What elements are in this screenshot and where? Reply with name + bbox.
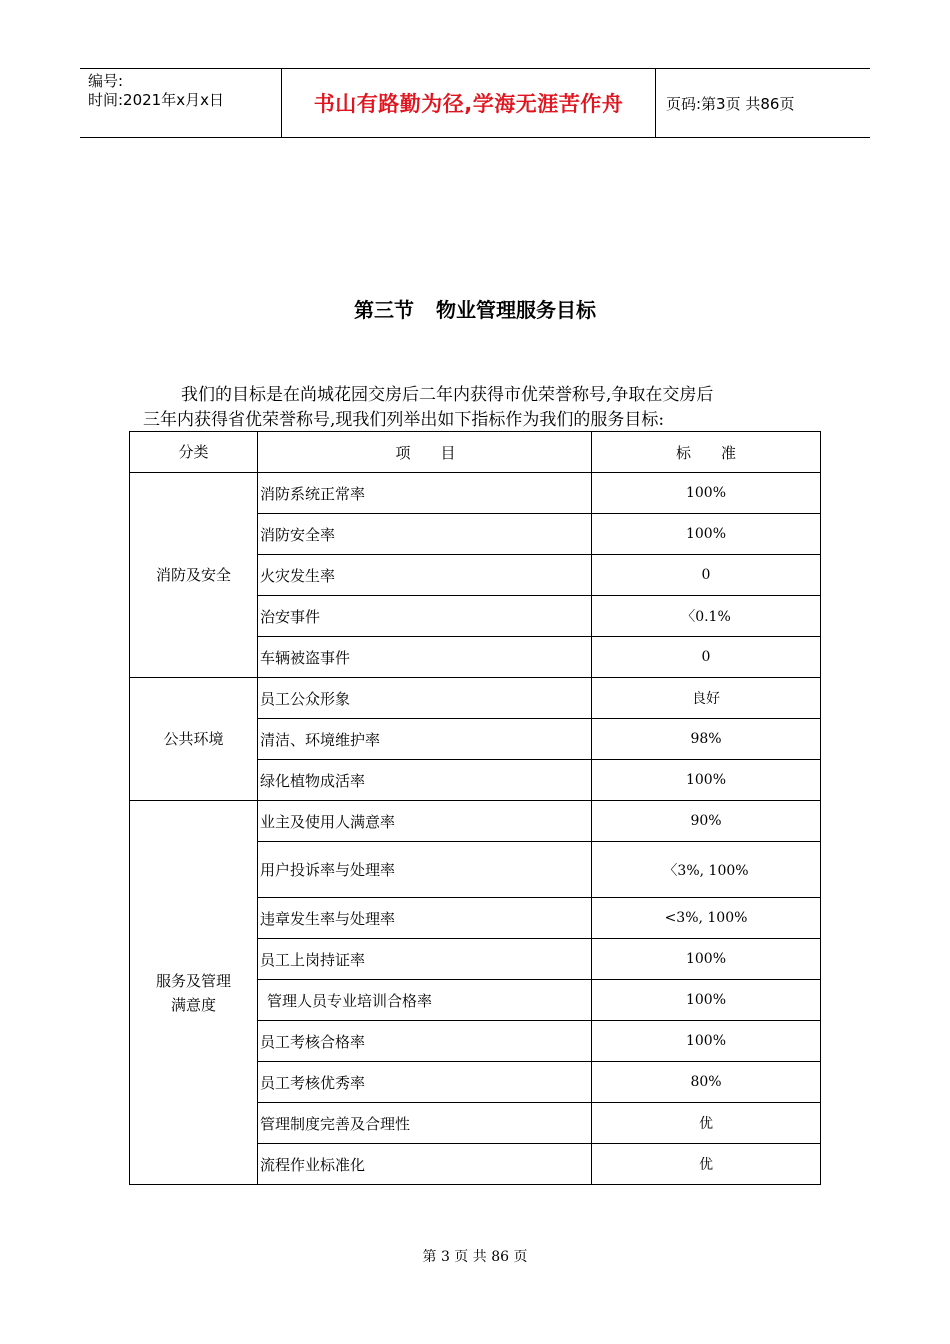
item-cell: 绿化植物成活率	[258, 760, 592, 801]
standard-cell: 0	[592, 555, 821, 596]
header-page-info: 页码:第3页 共86页	[666, 94, 795, 113]
item-cell: 违章发生率与处理率	[258, 898, 592, 939]
standard-cell: 0	[592, 637, 821, 678]
standard-cell: 〈0.1%	[592, 596, 821, 637]
header-standard: 标 准	[592, 432, 821, 473]
section-title	[0, 294, 950, 323]
standard-cell: 100%	[592, 760, 821, 801]
standard-cell: 〈3%, 100%	[592, 842, 821, 898]
item-cell: 火灾发生率	[258, 555, 592, 596]
table-row	[130, 678, 821, 719]
number-label: 编号:	[88, 72, 124, 90]
category-line-1: 服务及管理	[155, 971, 231, 990]
page-header	[80, 68, 870, 138]
category-line-2: 满意度	[170, 995, 216, 1014]
item-cell: 管理人员专业培训合格率	[258, 980, 592, 1021]
item-cell: 管理制度完善及合理性	[258, 1103, 592, 1144]
header-meta	[80, 69, 281, 137]
header-motto: 书山有路勤为径,学海无涯苦作舟	[281, 69, 656, 137]
standard-cell: 100%	[592, 980, 821, 1021]
standard-cell: 100%	[592, 473, 821, 514]
standard-cell: 100%	[592, 939, 821, 980]
intro-line-1: 我们的目标是在尚城花园交房后二年内获得市优荣誉称号,争取在交房后	[181, 385, 714, 405]
standard-cell: 100%	[592, 514, 821, 555]
intro-line-2: 三年内获得省优荣誉称号,现我们列举出如下指标作为我们的服务目标:	[143, 410, 665, 430]
item-cell: 清洁、环境维护率	[258, 719, 592, 760]
standard-cell: 98%	[592, 719, 821, 760]
standard-cell: 优	[592, 1144, 821, 1185]
item-cell: 员工上岗持证率	[258, 939, 592, 980]
item-cell: 消防安全率	[258, 514, 592, 555]
standard-cell: 90%	[592, 801, 821, 842]
table-row	[130, 473, 821, 514]
time-label: 时间:2021年x月x日	[88, 91, 224, 109]
table-row	[130, 801, 821, 842]
category-cell: 公共环境	[130, 678, 258, 801]
item-cell: 治安事件	[258, 596, 592, 637]
standard-cell: <3%, 100%	[592, 898, 821, 939]
section-number: 第三节	[354, 298, 414, 322]
item-cell: 流程作业标准化	[258, 1144, 592, 1185]
standard-cell: 良好	[592, 678, 821, 719]
page-footer: 第 3 页 共 86 页	[422, 1249, 528, 1265]
service-goals-table	[129, 431, 821, 1185]
header-item: 项 目	[258, 432, 592, 473]
category-cell: 消防及安全	[130, 473, 258, 678]
header-category: 分类	[130, 432, 258, 473]
item-cell: 车辆被盗事件	[258, 637, 592, 678]
category-cell	[130, 801, 258, 1185]
item-cell: 员工考核合格率	[258, 1021, 592, 1062]
item-cell: 员工公众形象	[258, 678, 592, 719]
standard-cell: 80%	[592, 1062, 821, 1103]
standard-cell: 100%	[592, 1021, 821, 1062]
intro-paragraph	[143, 383, 823, 433]
item-cell: 消防系统正常率	[258, 473, 592, 514]
table-header-row	[130, 432, 821, 473]
standard-cell: 优	[592, 1103, 821, 1144]
section-heading: 物业管理服务目标	[436, 298, 596, 322]
item-cell: 业主及使用人满意率	[258, 801, 592, 842]
item-cell: 用户投诉率与处理率	[258, 842, 592, 898]
item-cell: 员工考核优秀率	[258, 1062, 592, 1103]
